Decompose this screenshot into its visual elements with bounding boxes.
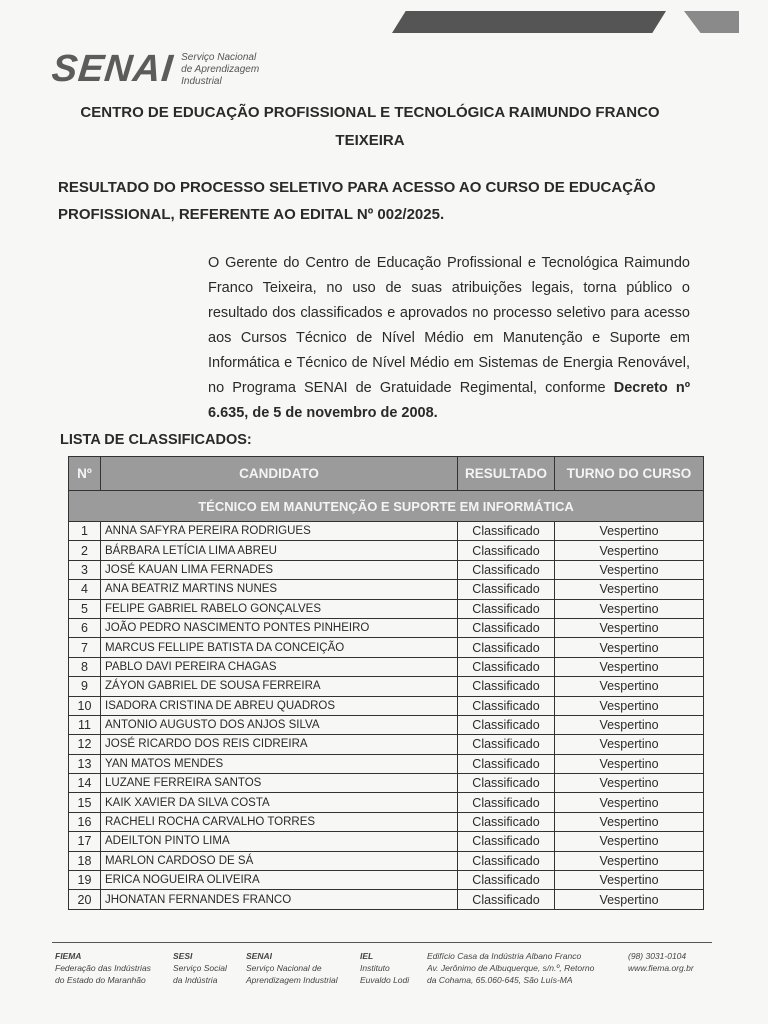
candidate-name: ISADORA CRISTINA DE ABREU QUADROS <box>101 696 458 715</box>
candidate-name: ERICA NOGUEIRA OLIVEIRA <box>101 871 458 890</box>
row-number: 18 <box>69 851 101 870</box>
row-number: 5 <box>69 599 101 618</box>
footer-address: Edifício Casa da Indústria Albano Franco Av. Jerônimo de Albuquerque, s/n.º, Retorno da Cohama, 65.060-645, São Luís-MA <box>427 951 595 985</box>
result-status: Classificado <box>458 522 555 541</box>
course-shift: Vespertino <box>555 871 704 890</box>
course-shift: Vespertino <box>555 851 704 870</box>
result-title-line: PROFISSIONAL, REFERENTE AO EDITAL Nº 002/2025. <box>58 206 445 223</box>
row-number: 6 <box>69 618 101 637</box>
candidate-name: RACHELI ROCHA CARVALHO TORRES <box>101 812 458 831</box>
result-status: Classificado <box>458 832 555 851</box>
row-number: 19 <box>69 871 101 890</box>
result-status: Classificado <box>458 871 555 890</box>
row-number: 14 <box>69 774 101 793</box>
announcement-text: O Gerente do Centro de Educação Profissional e Tecnológica Raimundo Franco Teixeira, no uso de suas atribuições legais, torna público o resultado dos classificados e aprovados no processo seletivo para acesso aos Cursos Técnico de Nível Médio em Manutenção e Suporte em Informática e Técnico de Nível Médio em Sistemas de Energia Renovável, no Programa SENAI de Gratuidade Regimental, conforme <box>208 255 690 396</box>
candidate-name: MARCUS FELLIPE BATISTA DA CONCEIÇÃO <box>101 638 458 657</box>
row-number: 9 <box>69 677 101 696</box>
table-row <box>69 774 704 793</box>
row-number: 17 <box>69 832 101 851</box>
course-shift: Vespertino <box>555 618 704 637</box>
table-row <box>69 715 704 734</box>
candidate-name: LUZANE FERREIRA SANTOS <box>101 774 458 793</box>
footer-fiema: FIEMA Federação das Indústrias do Estado do Maranhão <box>55 951 151 985</box>
course-section-title: TÉCNICO EM MANUTENÇÃO E SUPORTE EM INFORMÁTICA <box>69 491 704 522</box>
section-row <box>69 491 704 522</box>
institution-title <box>50 99 690 155</box>
candidate-name: BÁRBARA LETÍCIA LIMA ABREU <box>101 541 458 560</box>
result-status: Classificado <box>458 560 555 579</box>
table-row <box>69 560 704 579</box>
course-shift: Vespertino <box>555 890 704 909</box>
table-row <box>69 871 704 890</box>
header-dark-stripe <box>392 11 666 33</box>
course-shift: Vespertino <box>555 677 704 696</box>
logo-wordmark: SENAI <box>49 48 176 90</box>
course-shift: Vespertino <box>555 522 704 541</box>
row-number: 11 <box>69 715 101 734</box>
table-row <box>69 832 704 851</box>
course-shift: Vespertino <box>555 657 704 676</box>
row-number: 3 <box>69 560 101 579</box>
course-shift: Vespertino <box>555 754 704 773</box>
course-shift: Vespertino <box>555 599 704 618</box>
result-status: Classificado <box>458 618 555 637</box>
senai-logo <box>49 48 260 90</box>
result-status: Classificado <box>458 696 555 715</box>
logo-subtitle-line: Industrial <box>181 76 222 87</box>
row-number: 4 <box>69 580 101 599</box>
row-number: 1 <box>69 522 101 541</box>
course-shift: Vespertino <box>555 541 704 560</box>
course-shift: Vespertino <box>555 774 704 793</box>
table-row <box>69 851 704 870</box>
table-row <box>69 599 704 618</box>
row-number: 10 <box>69 696 101 715</box>
result-status: Classificado <box>458 580 555 599</box>
result-status: Classificado <box>458 541 555 560</box>
course-shift: Vespertino <box>555 580 704 599</box>
table-row <box>69 677 704 696</box>
result-status: Classificado <box>458 638 555 657</box>
table-row <box>69 812 704 831</box>
table-row <box>69 890 704 909</box>
course-shift: Vespertino <box>555 715 704 734</box>
course-shift: Vespertino <box>555 735 704 754</box>
course-shift: Vespertino <box>555 832 704 851</box>
col-header-candidate: CANDIDATO <box>101 457 458 491</box>
row-number: 8 <box>69 657 101 676</box>
result-status: Classificado <box>458 715 555 734</box>
course-shift: Vespertino <box>555 560 704 579</box>
candidate-name: JOÃO PEDRO NASCIMENTO PONTES PINHEIRO <box>101 618 458 637</box>
candidate-name: JOSÉ KAUAN LIMA FERNADES <box>101 560 458 579</box>
table-row <box>69 696 704 715</box>
footer-sesi: SESI Serviço Social da Indústria <box>173 951 227 985</box>
announcement-paragraph <box>208 251 690 426</box>
result-status: Classificado <box>458 677 555 696</box>
logo-subtitle-line: Serviço Nacional <box>181 52 257 63</box>
table-row <box>69 793 704 812</box>
classified-table <box>68 456 704 910</box>
table-row <box>69 754 704 773</box>
result-status: Classificado <box>458 851 555 870</box>
row-number: 7 <box>69 638 101 657</box>
course-shift: Vespertino <box>555 696 704 715</box>
table-row <box>69 657 704 676</box>
footer-contact: (98) 3031-0104 www.fiema.org.br <box>628 951 694 973</box>
result-status: Classificado <box>458 599 555 618</box>
row-number: 2 <box>69 541 101 560</box>
table-row <box>69 735 704 754</box>
col-header-number: Nº <box>69 457 101 491</box>
course-shift: Vespertino <box>555 793 704 812</box>
footer-senai: SENAI Serviço Nacional de Aprendizagem Industrial <box>246 951 338 985</box>
candidate-name: ANA BEATRIZ MARTINS NUNES <box>101 580 458 599</box>
institution-title-line: TEIXEIRA <box>335 132 405 149</box>
row-number: 15 <box>69 793 101 812</box>
result-status: Classificado <box>458 812 555 831</box>
table-row <box>69 522 704 541</box>
table-row <box>69 580 704 599</box>
result-title <box>58 174 708 228</box>
result-status: Classificado <box>458 754 555 773</box>
footer-divider <box>52 942 712 943</box>
table-row <box>69 618 704 637</box>
result-status: Classificado <box>458 657 555 676</box>
candidate-name: JHONATAN FERNANDES FRANCO <box>101 890 458 909</box>
row-number: 13 <box>69 754 101 773</box>
col-header-shift: TURNO DO CURSO <box>555 457 704 491</box>
row-number: 12 <box>69 735 101 754</box>
institution-title-line: CENTRO DE EDUCAÇÃO PROFISSIONAL E TECNOLÓGICA RAIMUNDO FRANCO <box>80 104 660 121</box>
candidate-name: PABLO DAVI PEREIRA CHAGAS <box>101 657 458 676</box>
candidate-name: ANTONIO AUGUSTO DOS ANJOS SILVA <box>101 715 458 734</box>
table-row <box>69 638 704 657</box>
candidate-name: JOSÉ RICARDO DOS REIS CIDREIRA <box>101 735 458 754</box>
table-header-row <box>69 457 704 491</box>
decree-reference: Decreto nº 6.635, de 5 de novembro de 2008. <box>208 380 690 421</box>
candidate-name: YAN MATOS MENDES <box>101 754 458 773</box>
result-status: Classificado <box>458 793 555 812</box>
candidate-name: KAIK XAVIER DA SILVA COSTA <box>101 793 458 812</box>
candidate-name: ANNA SAFYRA PEREIRA RODRIGUES <box>101 522 458 541</box>
header-light-stripe <box>684 11 739 33</box>
col-header-result: RESULTADO <box>458 457 555 491</box>
result-title-line: RESULTADO DO PROCESSO SELETIVO PARA ACESSO AO CURSO DE EDUCAÇÃO <box>58 179 656 196</box>
candidate-name: ZÁYON GABRIEL DE SOUSA FERREIRA <box>101 677 458 696</box>
row-number: 16 <box>69 812 101 831</box>
course-shift: Vespertino <box>555 638 704 657</box>
row-number: 20 <box>69 890 101 909</box>
result-status: Classificado <box>458 735 555 754</box>
candidate-name: MARLON CARDOSO DE SÁ <box>101 851 458 870</box>
logo-subtitle <box>181 52 259 88</box>
list-title: LISTA DE CLASSIFICADOS: <box>60 432 252 448</box>
result-status: Classificado <box>458 774 555 793</box>
table-row <box>69 541 704 560</box>
logo-subtitle-line: de Aprendizagem <box>181 64 260 75</box>
footer-iel: IEL Instituto Euvaldo Lodi <box>360 951 410 985</box>
candidate-name: FELIPE GABRIEL RABELO GONÇALVES <box>101 599 458 618</box>
course-shift: Vespertino <box>555 812 704 831</box>
candidate-name: ADEILTON PINTO LIMA <box>101 832 458 851</box>
result-status: Classificado <box>458 890 555 909</box>
